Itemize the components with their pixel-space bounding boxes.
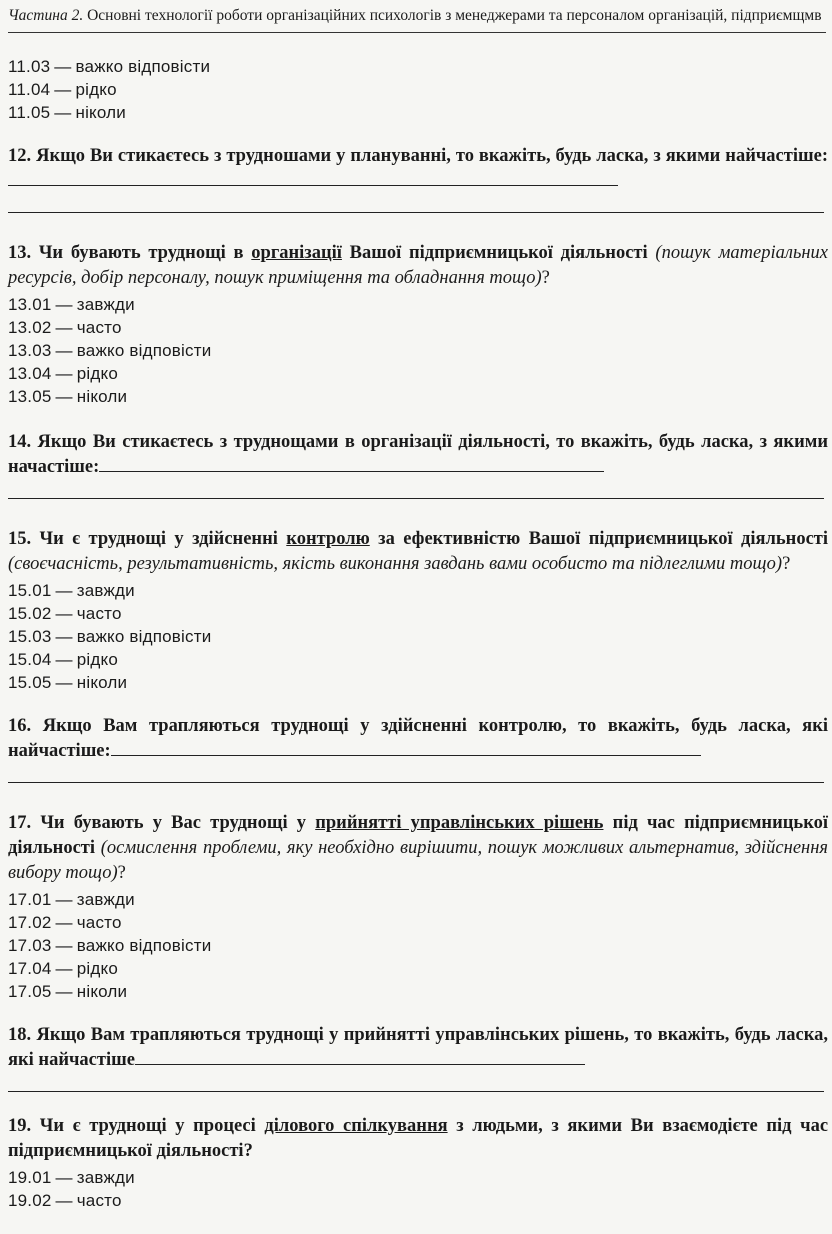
answer-line[interactable]: [111, 739, 701, 756]
question-12: [8, 144, 828, 194]
document-page: [8, 6, 828, 1234]
option-item: 13.05 — ніколи: [8, 387, 128, 406]
option-item: 11.03 — важко відповісти: [8, 57, 211, 76]
option-item: 17.02 — часто: [8, 913, 122, 932]
options-q17: [8, 888, 828, 1003]
question-14-text: 14. Якщо Ви стикаєтесь з труднощами в організації діяльності, то вкажіть, будь ласка, з якими начастіше:: [8, 432, 828, 477]
question-19: 19. Чи є труднощі у процесі ділового спілкування з людьми, з якими Ви взаємодієте під час підприємницької діяльності?: [8, 1116, 829, 1161]
option-item: 13.02 — часто: [8, 318, 122, 337]
options-q13: [8, 293, 828, 408]
option-item: 19.02 — часто: [8, 1191, 122, 1210]
question-16: [8, 714, 828, 764]
answer-line[interactable]: [8, 169, 618, 186]
answer-line[interactable]: [8, 1073, 824, 1092]
question-18: [8, 1023, 828, 1073]
question-17: 17. Чи бувають у Вас труднощі у прийнятті управлінських рішень під час підприємницької діяльності (осмислення проблеми, яку необхідно вирішити, пошук можливих альтернатив, здійснення вибору тощо)?: [8, 813, 828, 883]
options-q19: [8, 1166, 828, 1212]
answer-line[interactable]: [8, 194, 824, 213]
option-item: 15.01 — завжди: [8, 581, 135, 600]
question-12-text: 12. Якщо Ви стикаєтесь з трудношами у плануванні, то вкажіть, будь ласка, з якими найчастіше:: [8, 146, 828, 166]
answer-line[interactable]: [8, 480, 824, 499]
option-item: 17.05 — ніколи: [8, 982, 128, 1001]
question-14: [8, 430, 828, 480]
header-title: Основні технології роботи організаційних психологів з менеджерами та персоналом організацій, підприємщмв: [87, 7, 822, 24]
question-13: 13. Чи бувають труднощі в організації Вашої підприємницької діяльності (пошук матеріальних ресурсів, добір персоналу, пошук приміщення та обладнання тощо)?: [8, 243, 829, 288]
running-header: [8, 6, 826, 33]
option-item: 15.04 — рідко: [8, 650, 118, 669]
option-item: 13.03 — важко відповісти: [8, 341, 212, 360]
question-15: 15. Чи є труднощі у здійсненні контролю за ефективністю Вашої підприємницької діяльності (своєчасність, результативність, якість виконання завдань вами особисто та підлеглими тощо)?: [8, 529, 829, 574]
options-q11: [8, 55, 828, 124]
question-18-text: 18. Якщо Вам трапляються труднощі у прийнятті управлінських рішень, то вкажіть, будь ласка, які найчастіше: [8, 1025, 828, 1070]
answer-line[interactable]: [99, 455, 604, 472]
option-item: 17.04 — рідко: [8, 959, 118, 978]
option-item: 13.04 — рідко: [8, 364, 118, 383]
option-item: 17.03 — важко відповісти: [8, 936, 212, 955]
option-item: 15.02 — часто: [8, 604, 122, 623]
option-item: 11.04 — рідко: [8, 80, 117, 99]
header-part: Частина 2.: [8, 7, 84, 24]
option-item: 15.03 — важко відповісти: [8, 627, 212, 646]
option-item: 15.05 — ніколи: [8, 673, 128, 692]
options-q15: [8, 579, 828, 694]
option-item: 13.01 — завжди: [8, 295, 135, 314]
option-item: 11.05 — ніколи: [8, 103, 126, 122]
answer-line[interactable]: [8, 764, 824, 783]
option-item: 17.01 — завжди: [8, 890, 135, 909]
question-16-text: 16. Якщо Вам трапляються труднощі у здійсненні контролю, то вкажіть, будь ласка, які найчастіше:: [8, 716, 828, 761]
option-item: 19.01 — завжди: [8, 1168, 135, 1187]
answer-line[interactable]: [135, 1048, 585, 1065]
